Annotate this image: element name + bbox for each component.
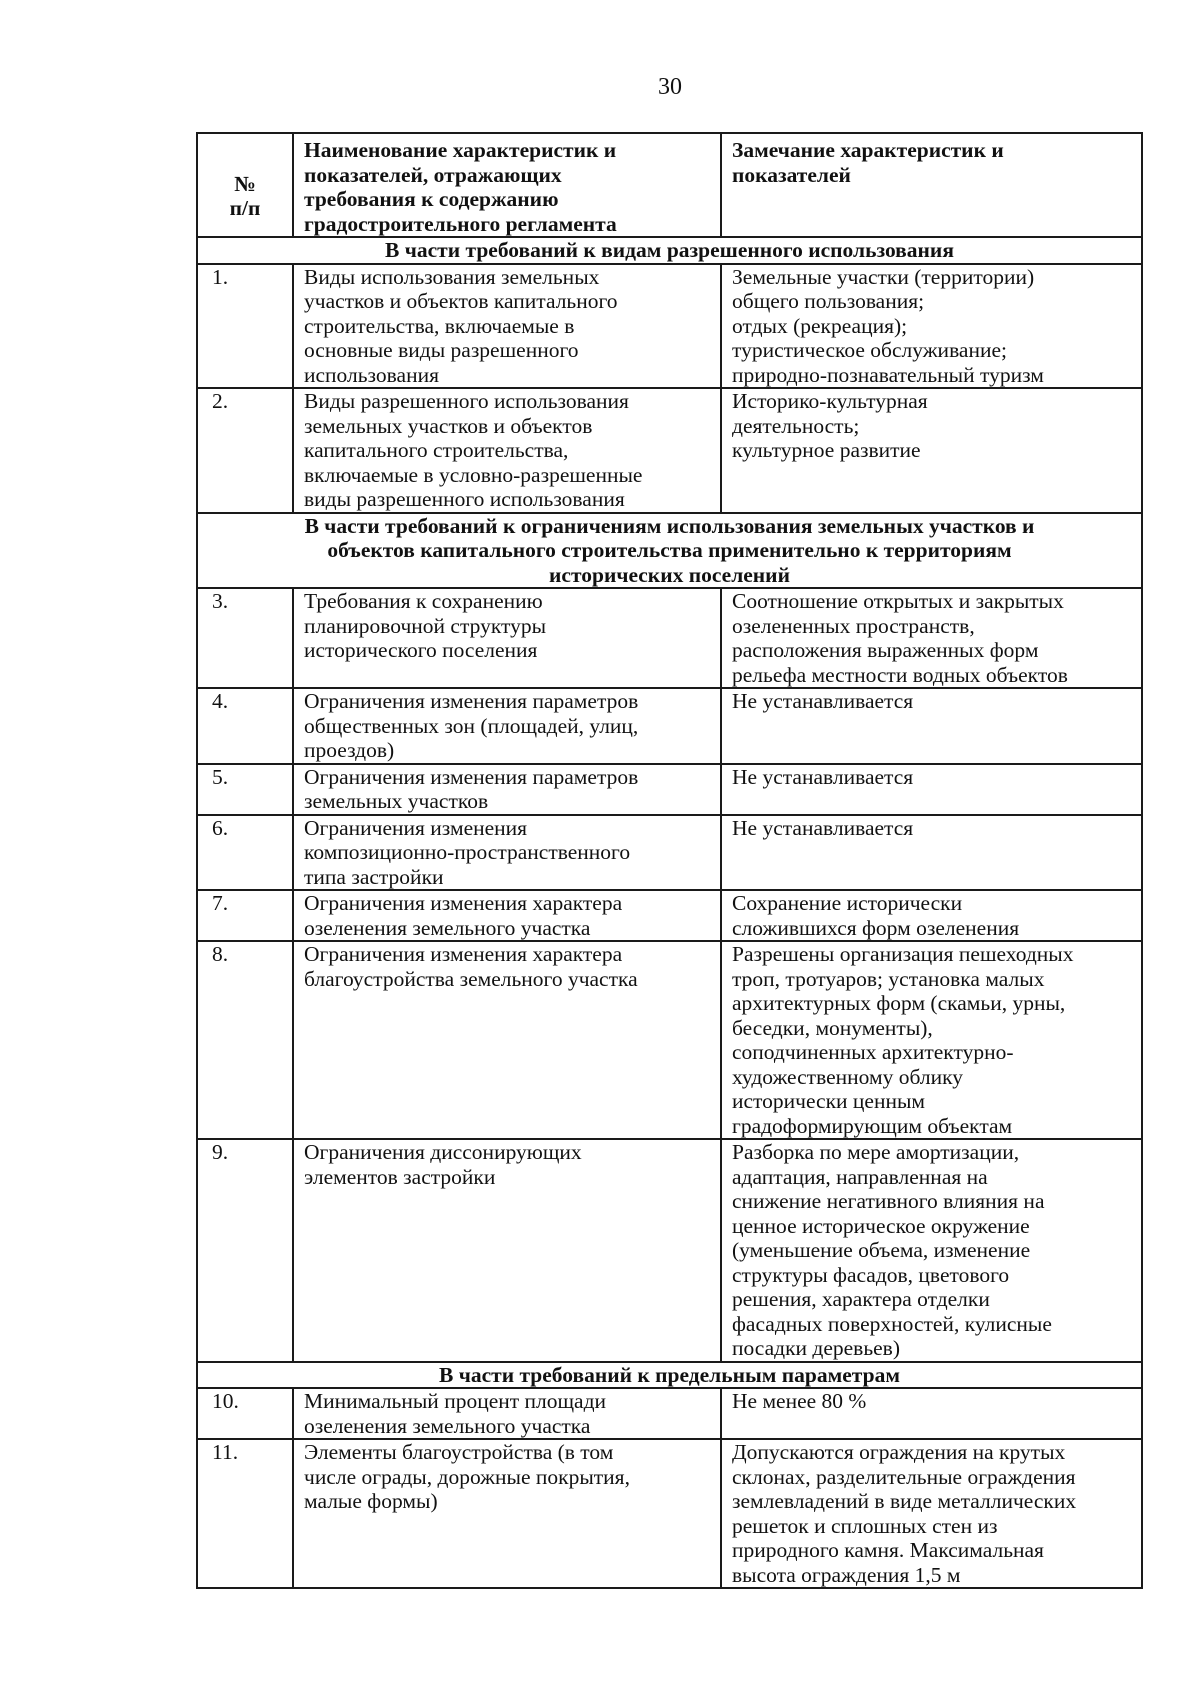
characteristic-remark: Не менее 80 % [732, 1389, 867, 1413]
row-number-cell [197, 688, 293, 764]
section-header-row [197, 1362, 1142, 1389]
page-number: 30 [658, 74, 682, 100]
characteristic-remark-cell [721, 588, 1142, 688]
table-row [197, 388, 1142, 513]
table-row [197, 1388, 1142, 1439]
row-number-cell [197, 388, 293, 513]
characteristic-name: Ограничения диссонирующих элементов застройки [304, 1140, 582, 1189]
characteristic-remark-cell [721, 890, 1142, 941]
table-row [197, 1139, 1142, 1362]
characteristic-remark-cell [721, 688, 1142, 764]
header-name-label: Наименование характеристик и показателей, отражающих требования к содержанию градостроительного регламента [304, 138, 617, 236]
row-number: 10. [212, 1389, 239, 1413]
table-row [197, 941, 1142, 1139]
section-header-text: В части требований к предельным параметрам [439, 1362, 900, 1387]
characteristic-name: Ограничения изменения композиционно-пространственного типа застройки [304, 815, 631, 889]
table-row [197, 264, 1142, 389]
table-row [197, 688, 1142, 764]
row-number: 11. [212, 1440, 239, 1464]
table-header-row [197, 133, 1142, 237]
characteristic-name: Требования к сохранению планировочной структуры исторического поселения [304, 589, 547, 662]
characteristic-remark: Разборка по мере амортизации, адаптация, направленная на снижение негативного влияния на ценное историческое окружение (уменьшение объема, изменение структуры фасадов, цветового решения, характера отделки фасадных поверхностей, кулисные посадки деревьев) [732, 1140, 1052, 1360]
row-number-cell [197, 264, 293, 389]
row-number: 7. [212, 891, 229, 915]
characteristic-remark: Сохранение исторически сложившихся форм озеленения [732, 891, 1020, 940]
table-row [197, 764, 1142, 815]
row-number: 1. [212, 264, 229, 289]
characteristic-remark: Допускаются ограждения на крутых склонах, разделительные ограждения землевладений в виде металлических решеток и сплошных стен из природного камня. Максимальная высота ограждения 1,5 м [732, 1440, 1077, 1587]
characteristic-remark: Земельные участки (территории) общего пользования; отдых (рекреация); туристическое обслуживание; природно-познавательный туризм [732, 264, 1044, 387]
characteristic-remark-cell [721, 815, 1142, 891]
characteristic-name-cell [293, 1388, 721, 1439]
characteristic-name: Ограничения изменения параметров земельных участков [304, 764, 639, 813]
table-row [197, 588, 1142, 688]
characteristic-name: Ограничения изменения характера благоустройства земельного участка [304, 942, 638, 991]
characteristic-name-cell [293, 1139, 721, 1362]
characteristic-remark-cell [721, 1388, 1142, 1439]
section-header-cell [197, 513, 1142, 589]
row-number: 8. [212, 942, 229, 966]
characteristic-name-cell [293, 388, 721, 513]
characteristic-name-cell [293, 890, 721, 941]
table-row [197, 890, 1142, 941]
characteristic-name-cell [293, 1439, 721, 1588]
section-header-cell [197, 237, 1142, 264]
characteristic-remark: Не устанавливается [732, 815, 914, 840]
regulation-table [196, 132, 1143, 1589]
characteristic-name-cell [293, 688, 721, 764]
characteristic-remark: Не устанавливается [732, 689, 914, 713]
header-number-label: № п/п [229, 171, 261, 220]
characteristic-remark-cell [721, 388, 1142, 513]
row-number-cell [197, 1388, 293, 1439]
section-header-text: В части требований к ограничениям использования земельных участков и объектов капитального строительства применительно к территориям исторических поселений [304, 513, 1035, 587]
header-remark-cell [721, 133, 1142, 237]
row-number: 2. [212, 389, 229, 413]
table-row [197, 815, 1142, 891]
characteristic-name-cell [293, 264, 721, 389]
characteristic-name: Элементы благоустройства (в том числе ограды, дорожные покрытия, малые формы) [304, 1440, 630, 1513]
characteristic-name: Виды использования земельных участков и объектов капитального строительства, включаемые в основные виды разрешенного использования [304, 264, 618, 387]
row-number-cell [197, 1139, 293, 1362]
characteristic-name: Виды разрешенного использования земельных участков и объектов капитального строительства, включаемые в условно-разрешенные виды разрешенного использования [304, 389, 643, 511]
header-name-cell [293, 133, 721, 237]
section-header-cell [197, 1362, 1142, 1389]
row-number: 6. [212, 815, 229, 840]
characteristic-remark: Соотношение открытых и закрытых озелененных пространств, расположения выраженных форм рельефа местности водных объектов [732, 589, 1068, 687]
row-number-cell [197, 588, 293, 688]
header-remark-label: Замечание характеристик и показателей [732, 138, 1004, 187]
row-number-cell [197, 764, 293, 815]
characteristic-remark: Не устанавливается [732, 764, 914, 789]
row-number: 4. [212, 689, 229, 713]
header-number-cell [197, 133, 293, 237]
row-number-cell [197, 1439, 293, 1588]
section-header-row [197, 237, 1142, 264]
characteristic-remark-cell [721, 1139, 1142, 1362]
characteristic-name-cell [293, 941, 721, 1139]
row-number-cell [197, 941, 293, 1139]
characteristic-remark: Разрешены организация пешеходных троп, тротуаров; установка малых архитектурных форм (скамьи, урны, беседки, монументы), соподчиненных архитектурно- художественному облику исторически ценным градоформирующим объектам [732, 942, 1074, 1138]
characteristic-remark-cell [721, 264, 1142, 389]
section-header-text: В части требований к видам разрешенного использования [385, 238, 954, 262]
characteristic-name: Минимальный процент площади озеленения земельного участка [304, 1389, 607, 1438]
row-number: 5. [212, 764, 229, 789]
characteristic-name: Ограничения изменения параметров общественных зон (площадей, улиц, проездов) [304, 689, 639, 762]
characteristic-remark-cell [721, 941, 1142, 1139]
section-header-row [197, 513, 1142, 589]
characteristic-name-cell [293, 588, 721, 688]
row-number: 3. [212, 589, 229, 613]
characteristic-name: Ограничения изменения характера озеленения земельного участка [304, 891, 623, 940]
characteristic-name-cell [293, 764, 721, 815]
characteristic-name-cell [293, 815, 721, 891]
characteristic-remark-cell [721, 764, 1142, 815]
characteristic-remark: Историко-культурная деятельность; культурное развитие [732, 389, 928, 462]
row-number-cell [197, 815, 293, 891]
table-row [197, 1439, 1142, 1588]
row-number: 9. [212, 1140, 229, 1164]
characteristic-remark-cell [721, 1439, 1142, 1588]
table-body [197, 133, 1142, 1588]
row-number-cell [197, 890, 293, 941]
